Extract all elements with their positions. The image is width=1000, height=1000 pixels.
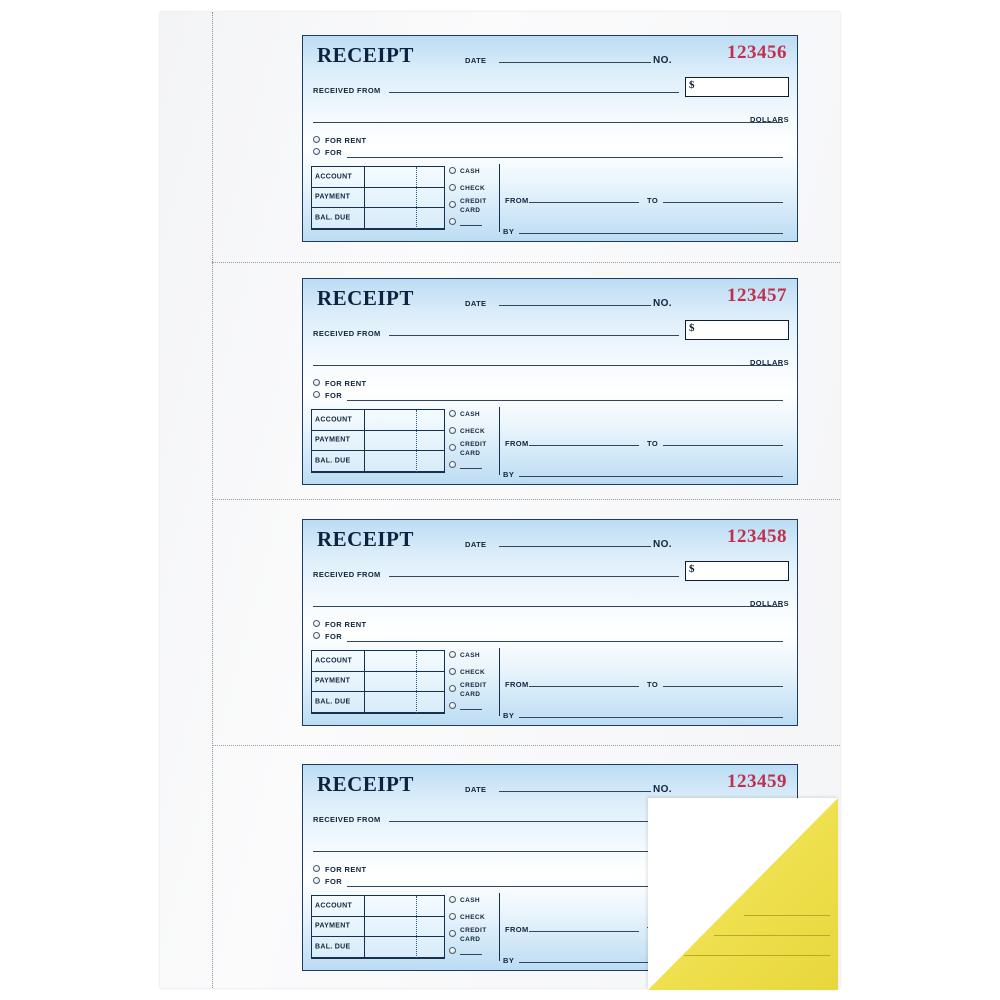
to-label: TO: [647, 439, 659, 448]
receipt-form-1: [302, 35, 798, 242]
for-rent-radio[interactable]: [313, 620, 320, 627]
receipt-title: RECEIPT: [317, 772, 414, 796]
credit-card-radio[interactable]: [449, 444, 456, 451]
date-line: [499, 305, 651, 306]
to-label: TO: [647, 196, 659, 205]
for-radio[interactable]: [313, 877, 320, 884]
receipt-header-1: [303, 36, 797, 70]
date-label: DATE: [465, 785, 487, 794]
amount-box[interactable]: [685, 561, 789, 581]
by-line: [519, 476, 783, 477]
balance-due-label: BAL. DUE: [315, 698, 351, 706]
table-cents-divider: [416, 896, 417, 958]
credit-card-radio[interactable]: [449, 930, 456, 937]
received-from-line: [389, 576, 679, 577]
from-label: FROM: [505, 439, 529, 448]
peel-ruled-line-2: [714, 935, 830, 936]
check-radio[interactable]: [449, 184, 456, 191]
credit-label: CREDIT: [460, 927, 487, 934]
for-radio[interactable]: [313, 632, 320, 639]
table-cents-divider: [416, 651, 417, 713]
by-label: BY: [503, 711, 515, 720]
received-from-line: [389, 335, 679, 336]
receipt-title: RECEIPT: [317, 43, 414, 67]
payment-section-divider: [499, 893, 500, 961]
from-line: [529, 202, 639, 203]
other-payment-radio[interactable]: [449, 461, 456, 468]
vertical-perforation-line: [212, 12, 213, 988]
to-line: [663, 202, 783, 203]
date-line: [499, 62, 651, 63]
for-rent-radio[interactable]: [313, 379, 320, 386]
payment-label: PAYMENT: [315, 922, 351, 930]
table-row: [312, 917, 444, 938]
receipt-header-2: [303, 279, 797, 313]
for-rent-radio[interactable]: [313, 136, 320, 143]
other-payment-radio[interactable]: [449, 218, 456, 225]
for-radio[interactable]: [313, 148, 320, 155]
account-table: [311, 895, 445, 959]
for-label: FOR: [325, 877, 343, 886]
date-label: DATE: [465, 299, 487, 308]
for-label: FOR: [325, 632, 343, 641]
date-line: [499, 791, 651, 792]
check-radio[interactable]: [449, 913, 456, 920]
table-divider: [364, 410, 365, 472]
dollars-line: [313, 365, 783, 366]
check-radio[interactable]: [449, 427, 456, 434]
dollars-label: DOLLARS: [749, 115, 789, 124]
account-label: ACCOUNT: [315, 416, 353, 424]
amount-box[interactable]: [685, 77, 789, 97]
dollars-line: [313, 606, 783, 607]
payment-label: PAYMENT: [315, 677, 351, 685]
from-label: FROM: [505, 925, 529, 934]
dollars-label: DOLLARS: [749, 599, 789, 608]
from-line: [529, 445, 639, 446]
peel-ruled-line-3: [684, 955, 830, 956]
for-rent-label: FOR RENT: [325, 620, 367, 629]
table-row: [312, 431, 444, 452]
table-divider: [364, 167, 365, 229]
table-divider: [364, 896, 365, 958]
payment-section-divider: [499, 164, 500, 232]
cash-radio[interactable]: [449, 651, 456, 658]
number-label: NO.: [653, 298, 672, 309]
other-payment-radio[interactable]: [449, 947, 456, 954]
from-label: FROM: [505, 680, 529, 689]
card-label: CARD: [460, 450, 481, 457]
from-line: [529, 931, 639, 932]
for-line: [347, 157, 783, 158]
table-row: [312, 208, 444, 229]
by-label: BY: [503, 956, 515, 965]
perforation-line-2: [212, 499, 840, 500]
check-label: CHECK: [460, 669, 486, 676]
table-cents-divider: [416, 410, 417, 472]
credit-label: CREDIT: [460, 198, 487, 205]
other-payment-line: [460, 709, 482, 710]
for-line: [347, 641, 783, 642]
receipt-form-2: [302, 278, 798, 485]
table-row: [312, 692, 444, 713]
table-row: [312, 451, 444, 472]
table-row: [312, 188, 444, 209]
perforation-line-1: [212, 262, 840, 263]
dollar-sign: $: [689, 563, 695, 575]
cash-label: CASH: [460, 652, 481, 659]
receipt-title: RECEIPT: [317, 286, 414, 310]
table-row: [312, 410, 444, 431]
for-rent-label: FOR RENT: [325, 865, 367, 874]
dollars-label: DOLLARS: [749, 358, 789, 367]
account-table: [311, 409, 445, 473]
card-label: CARD: [460, 207, 481, 214]
table-row: [312, 672, 444, 693]
by-label: BY: [503, 470, 515, 479]
credit-label: CREDIT: [460, 441, 487, 448]
carbon-copy-peel: [648, 798, 838, 990]
for-line: [347, 400, 783, 401]
receipt-number: 123457: [727, 285, 787, 306]
cash-label: CASH: [460, 411, 481, 418]
to-label: TO: [647, 680, 659, 689]
number-label: NO.: [653, 539, 672, 550]
card-label: CARD: [460, 936, 481, 943]
to-line: [663, 445, 783, 446]
other-payment-line: [460, 225, 482, 226]
balance-due-label: BAL. DUE: [315, 943, 351, 951]
check-label: CHECK: [460, 914, 486, 921]
by-line: [519, 717, 783, 718]
check-label: CHECK: [460, 185, 486, 192]
for-label: FOR: [325, 148, 343, 157]
credit-card-radio[interactable]: [449, 201, 456, 208]
cash-label: CASH: [460, 897, 481, 904]
receipt-title: RECEIPT: [317, 527, 414, 551]
for-rent-label: FOR RENT: [325, 379, 367, 388]
by-line: [519, 233, 783, 234]
number-label: NO.: [653, 784, 672, 795]
other-payment-line: [460, 468, 482, 469]
number-label: NO.: [653, 55, 672, 66]
received-from-label: RECEIVED FROM: [313, 86, 381, 95]
perforation-line-3: [212, 745, 840, 746]
account-label: ACCOUNT: [315, 173, 353, 181]
credit-card-radio[interactable]: [449, 685, 456, 692]
other-payment-radio[interactable]: [449, 702, 456, 709]
other-payment-line: [460, 954, 482, 955]
received-from-label: RECEIVED FROM: [313, 329, 381, 338]
from-line: [529, 686, 639, 687]
account-label: ACCOUNT: [315, 657, 353, 665]
by-label: BY: [503, 227, 515, 236]
received-from-label: RECEIVED FROM: [313, 815, 381, 824]
table-row: [312, 651, 444, 672]
table-row: [312, 937, 444, 958]
payment-label: PAYMENT: [315, 436, 351, 444]
cash-radio[interactable]: [449, 410, 456, 417]
receipt-header-4: [303, 765, 797, 799]
cash-label: CASH: [460, 168, 481, 175]
date-label: DATE: [465, 540, 487, 549]
received-from-label: RECEIVED FROM: [313, 570, 381, 579]
table-row: [312, 167, 444, 188]
to-line: [663, 686, 783, 687]
received-from-line: [389, 92, 679, 93]
receipt-number: 123459: [727, 771, 787, 792]
for-radio[interactable]: [313, 391, 320, 398]
for-rent-radio[interactable]: [313, 865, 320, 872]
payment-label: PAYMENT: [315, 193, 351, 201]
cash-radio[interactable]: [449, 167, 456, 174]
card-label: CARD: [460, 691, 481, 698]
table-divider: [364, 651, 365, 713]
balance-due-label: BAL. DUE: [315, 214, 351, 222]
payment-section-divider: [499, 407, 500, 475]
amount-box[interactable]: [685, 320, 789, 340]
receipt-form-3: [302, 519, 798, 726]
for-label: FOR: [325, 391, 343, 400]
check-radio[interactable]: [449, 668, 456, 675]
dollars-line: [313, 122, 783, 123]
receipt-header-3: [303, 520, 797, 554]
account-label: ACCOUNT: [315, 902, 353, 910]
receipt-number: 123458: [727, 526, 787, 547]
date-line: [499, 546, 651, 547]
table-cents-divider: [416, 167, 417, 229]
balance-due-label: BAL. DUE: [315, 457, 351, 465]
dollar-sign: $: [689, 322, 695, 334]
received-from-line: [389, 821, 679, 822]
dollar-sign: $: [689, 79, 695, 91]
payment-section-divider: [499, 648, 500, 716]
peel-ruled-line-1: [744, 915, 830, 916]
date-label: DATE: [465, 56, 487, 65]
receipt-number: 123456: [727, 42, 787, 63]
table-row: [312, 896, 444, 917]
from-label: FROM: [505, 196, 529, 205]
check-label: CHECK: [460, 428, 486, 435]
account-table: [311, 166, 445, 230]
for-rent-label: FOR RENT: [325, 136, 367, 145]
credit-label: CREDIT: [460, 682, 487, 689]
account-table: [311, 650, 445, 714]
cash-radio[interactable]: [449, 896, 456, 903]
